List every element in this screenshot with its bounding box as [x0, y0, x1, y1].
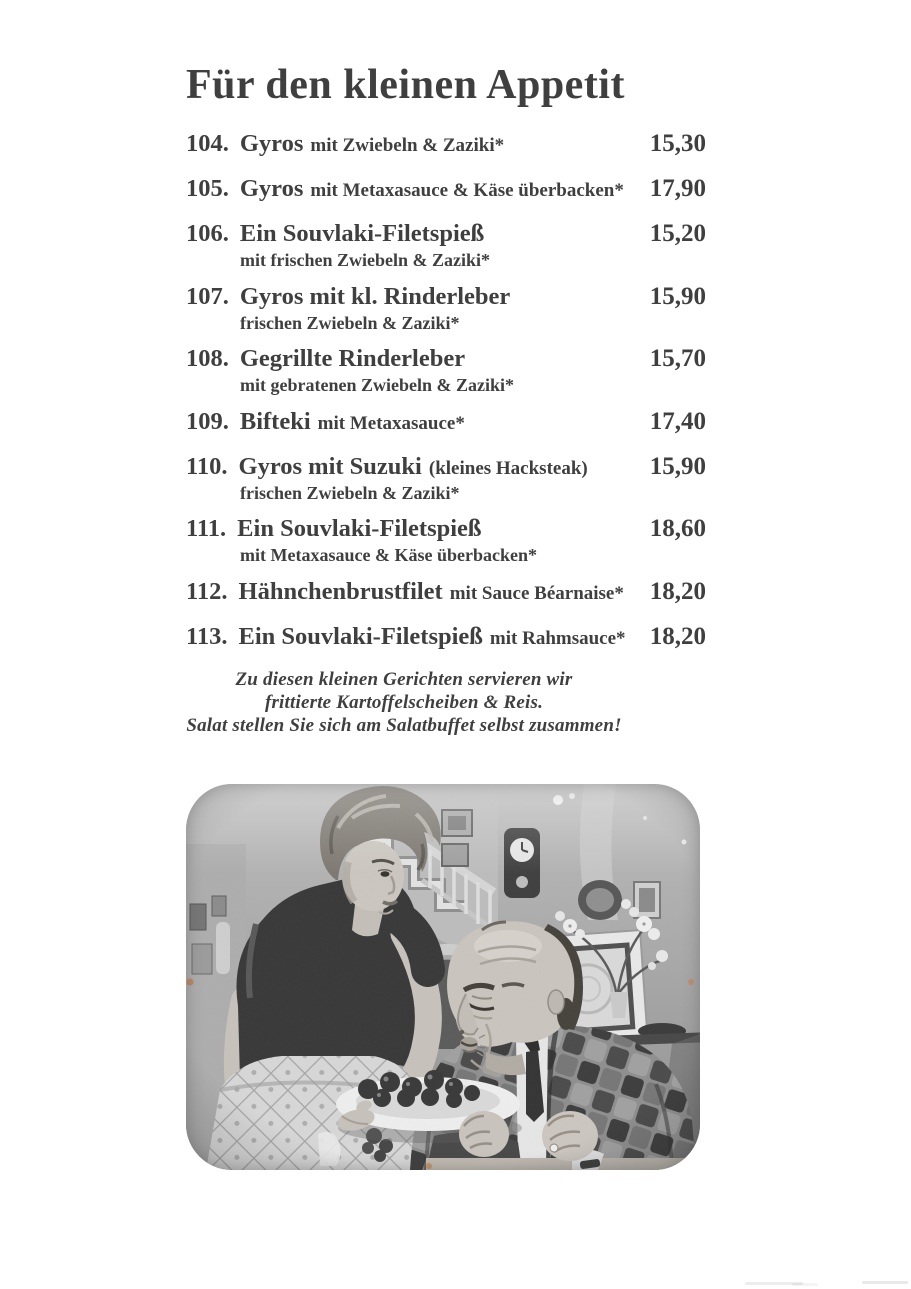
item-price: 18,60 — [649, 515, 706, 543]
item-name: Gyros mit kl. Rinderleber — [239, 282, 511, 310]
menu-item-108 — [186, 345, 706, 397]
item-price: 15,20 — [649, 220, 706, 247]
menu-item-109 — [186, 408, 706, 436]
item-name: Gyros — [239, 175, 304, 202]
item-detail: mit Rahmsauce* — [489, 627, 626, 649]
item-number: 109. — [186, 407, 229, 435]
item-price: 18,20 — [649, 622, 706, 650]
menu-item-104 — [186, 130, 706, 158]
photo-scene — [186, 784, 700, 1170]
item-price: 17,40 — [649, 407, 706, 435]
item-number: 111. — [186, 515, 227, 543]
item-number: 110. — [186, 452, 228, 480]
item-number: 105. — [186, 175, 229, 202]
menu-photo — [186, 784, 700, 1170]
page-title: Für den kleinen Appetit — [186, 62, 625, 108]
serving-note-line: Salat stellen Sie sich am Salatbuffet selbst zusammen! — [186, 715, 622, 737]
item-detail: mit Sauce Béarnaise* — [449, 582, 624, 604]
item-subline: frischen Zwiebeln & Zaziki* — [240, 312, 460, 333]
item-name: Ein Souvlaki-Filetspieß — [239, 220, 485, 247]
item-number: 107. — [186, 282, 229, 310]
item-name: Gegrillte Rinderleber — [239, 345, 466, 373]
item-name: Bifteki — [239, 407, 311, 435]
item-name: Hähnchenbrustfilet — [238, 577, 443, 605]
item-detail: mit Metaxasauce* — [317, 412, 465, 434]
item-price: 15,90 — [649, 282, 706, 310]
item-detail: mit Zwiebeln & Zaziki* — [310, 135, 505, 156]
item-price: 17,90 — [649, 175, 706, 202]
item-subline: mit Metaxasauce & Käse überbacken* — [240, 545, 537, 566]
menu-item-106 — [186, 220, 706, 272]
item-detail: (kleines Hacksteak) — [428, 457, 588, 479]
serving-note-line: Zu diesen kleinen Gerichten servieren wir — [235, 668, 573, 690]
item-number: 108. — [186, 345, 229, 373]
item-subline: mit gebratenen Zwiebeln & Zaziki* — [240, 375, 514, 396]
item-detail: mit Metaxasauce & Käse überbacken* — [310, 180, 624, 201]
item-price: 15,70 — [649, 345, 706, 373]
item-subline: mit frischen Zwiebeln & Zaziki* — [240, 250, 490, 270]
menu-content — [186, 0, 706, 1170]
item-number: 112. — [186, 577, 228, 605]
menu-item-111 — [186, 515, 706, 567]
item-number: 106. — [186, 220, 229, 247]
menu-item-105 — [186, 175, 706, 203]
scan-smudge — [792, 1283, 818, 1286]
menu-item-113 — [186, 623, 706, 651]
menu-item-112 — [186, 578, 706, 606]
menu-item-110 — [186, 453, 706, 505]
serving-note — [144, 668, 664, 738]
item-subline: frischen Zwiebeln & Zaziki* — [240, 482, 460, 503]
serving-note-line: frittierte Kartoffelscheiben & Reis. — [264, 692, 544, 714]
item-price: 18,20 — [649, 577, 706, 605]
item-name: Gyros mit Suzuki — [238, 452, 422, 480]
item-number: 104. — [186, 130, 229, 157]
item-number: 113. — [186, 622, 228, 650]
item-name: Ein Souvlaki-Filetspieß — [238, 622, 483, 650]
menu-item-107 — [186, 283, 706, 335]
item-name: Ein Souvlaki-Filetspieß — [237, 515, 482, 543]
item-price: 15,90 — [649, 452, 706, 480]
item-name: Gyros — [239, 130, 304, 157]
item-price: 15,30 — [649, 130, 706, 157]
scan-smudge — [862, 1281, 908, 1284]
